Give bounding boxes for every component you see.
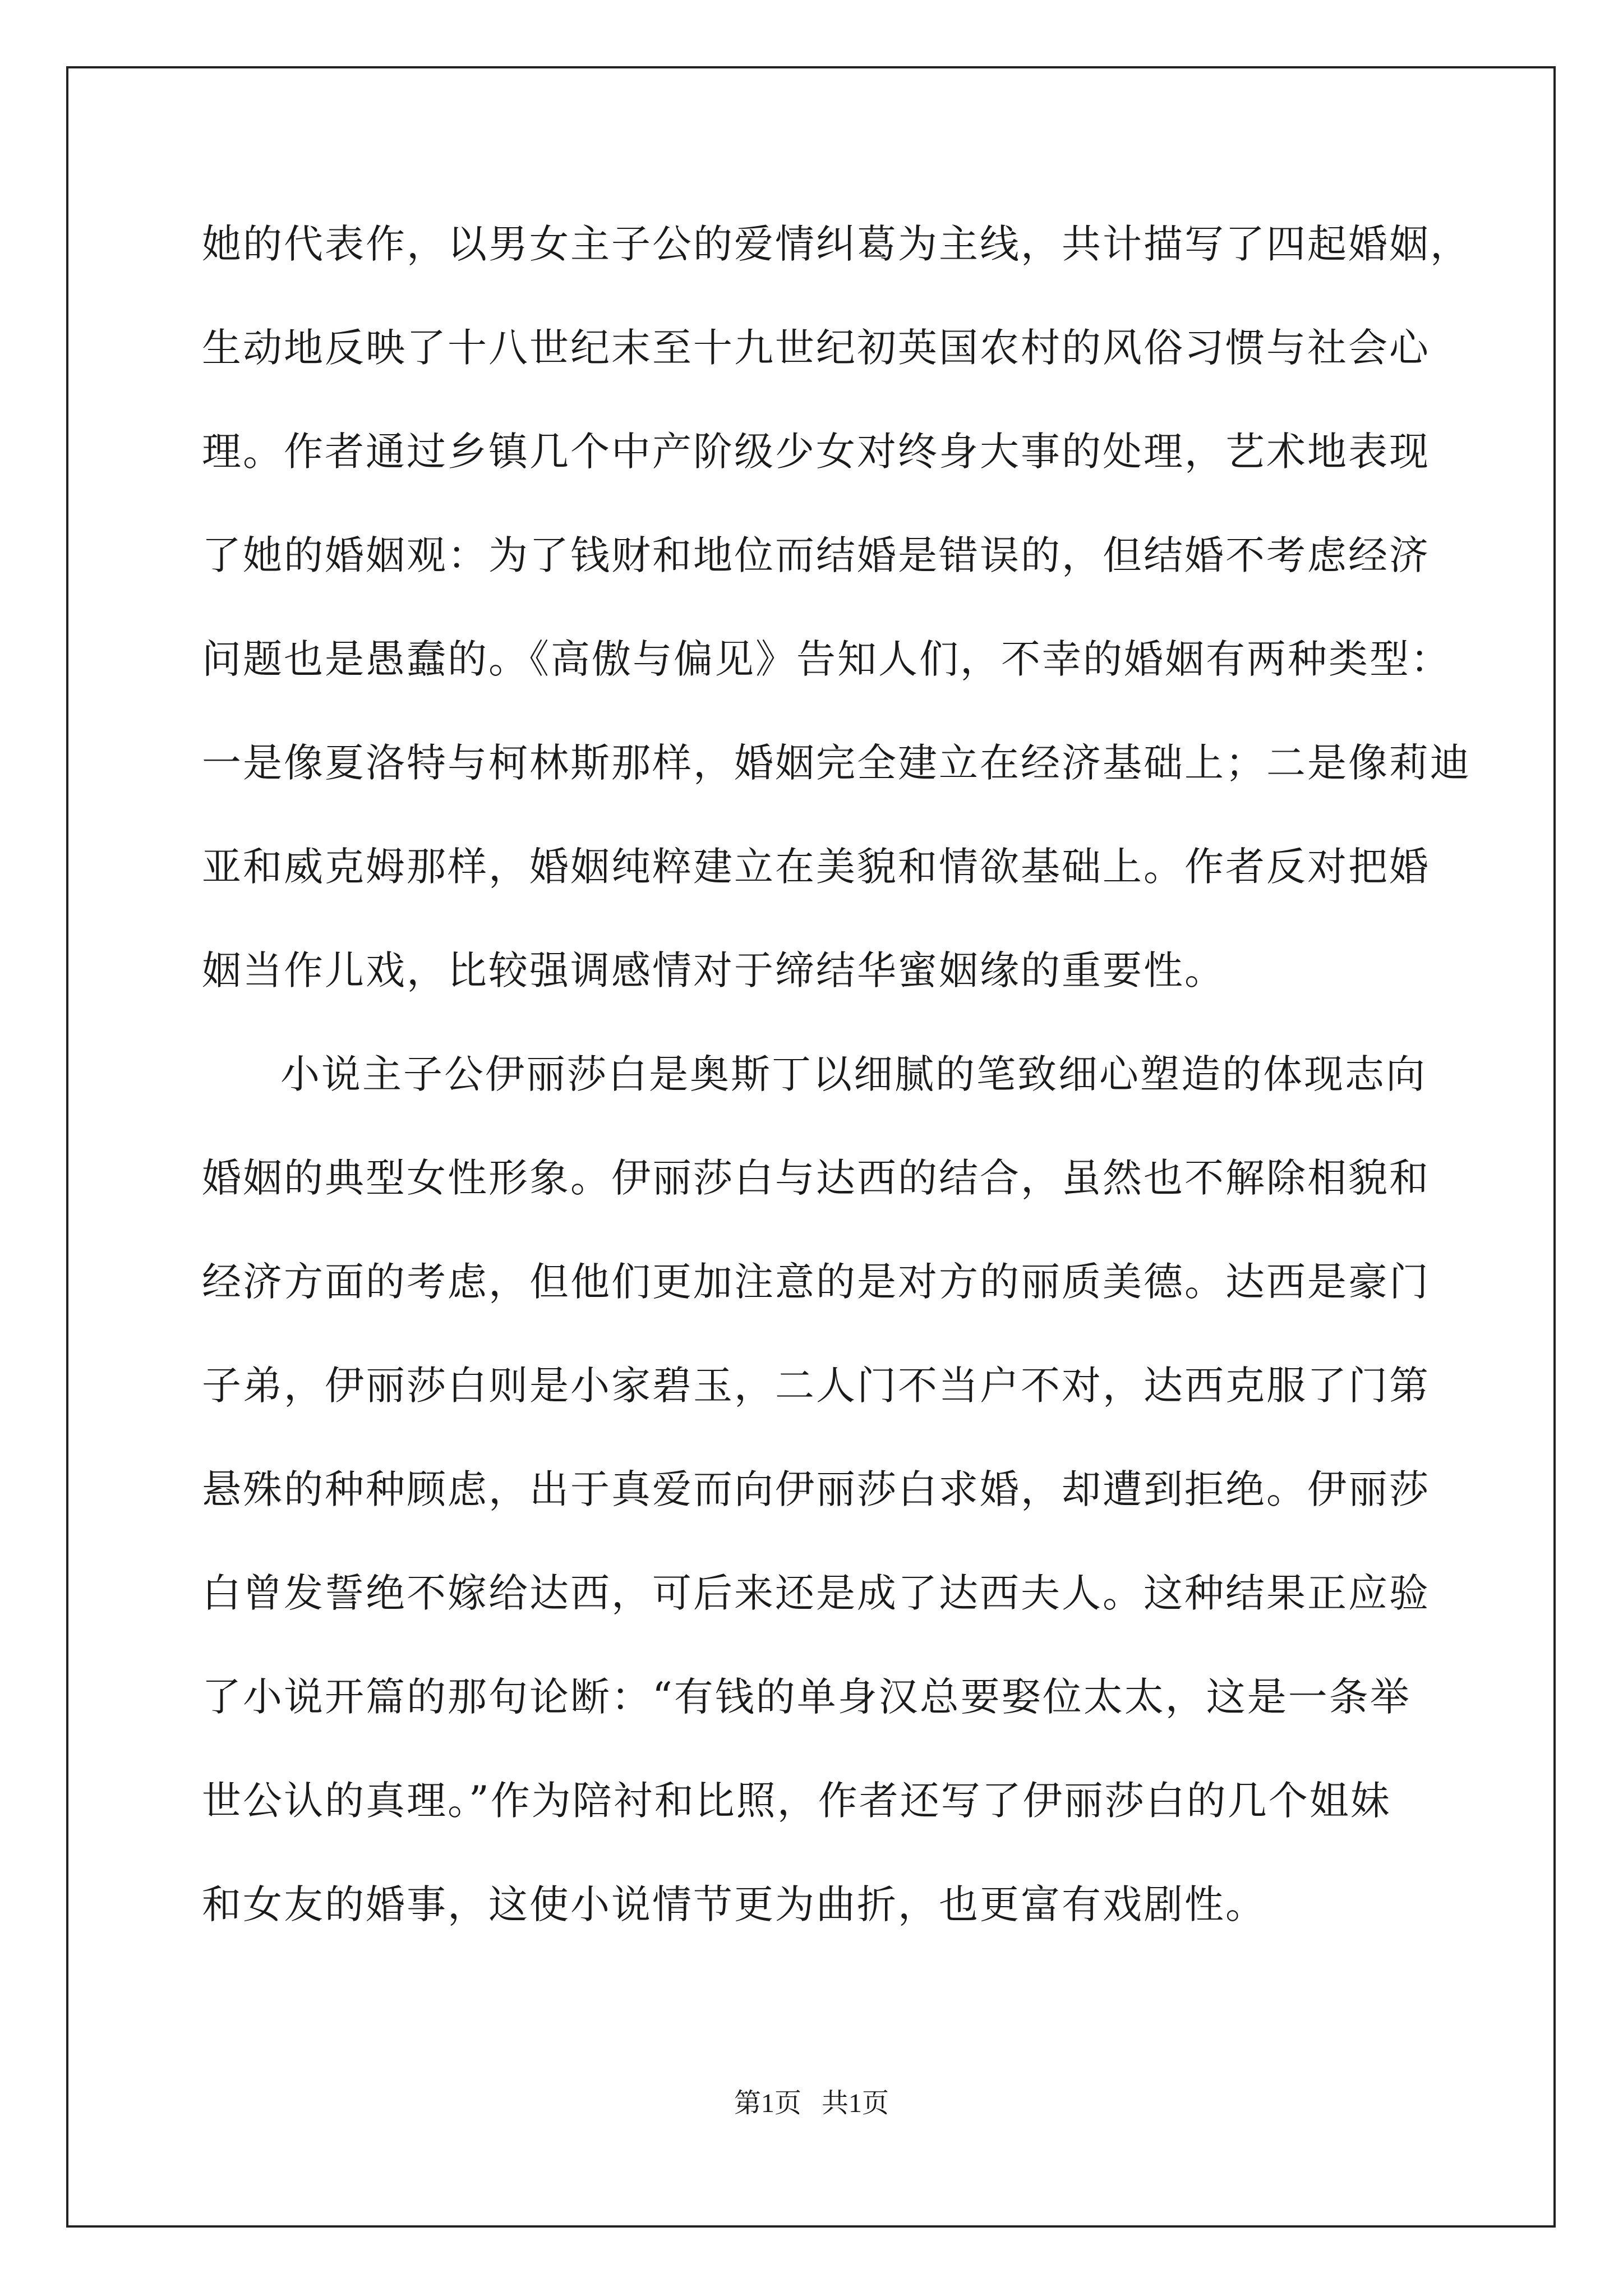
text-line: 婚姻的典型女性形象。伊丽莎白与达西的结合，虽然也不解除相貌和 (202, 1155, 1430, 1201)
text-line: 了小说开篇的那句论断：“有钱的单身汉总要娶位太太，这是一条举 (202, 1674, 1411, 1720)
text-line: 白曾发誓绝不嫁给达西，可后来还是成了达西夫人。这种结果正应验 (202, 1570, 1430, 1616)
text-line: 世公认的真理。”作为陪衬和比照，作者还写了伊丽莎白的几个姐妹 (202, 1778, 1391, 1824)
text-line: 生动地反映了十八世纪末至十九世纪初英国农村的风俗习惯与社会心 (202, 325, 1430, 371)
text-line: 问题也是愚蠢的。《高傲与偏见》告知人们，不幸的婚姻有两种类型： (202, 636, 1451, 682)
text-line: 了她的婚姻观：为了钱财和地位而结婚是错误的，但结婚不考虑经济 (202, 532, 1430, 578)
text-line: 经济方面的考虑，但他们更加注意的是对方的丽质美德。达西是豪门 (202, 1259, 1430, 1305)
text-line: 子弟，伊丽莎白则是小家碧玉，二人门不当户不对，达西克服了门第 (202, 1363, 1430, 1409)
text-line: 悬殊的种种顾虑，出于真爱而向伊丽莎白求婚，却遭到拒绝。伊丽莎 (202, 1466, 1430, 1512)
text-line: 一是像夏洛特与柯林斯那样，婚姻完全建立在经济基础上；二是像莉迪 (202, 740, 1471, 786)
text-line: 她的代表作，以男女主子公的爱情纠葛为主线，共计描写了四起婚姻， (202, 221, 1471, 267)
document-body (202, 219, 1471, 1983)
page-number: 第1页 共1页 (734, 2088, 889, 2118)
text-line: 小说主子公伊丽莎白是奥斯丁以细腻的笔致细心塑造的体现志向 (280, 1051, 1427, 1097)
text-line: 和女友的婚事，这使小说情节更为曲折，也更富有戏剧性。 (202, 1881, 1266, 1927)
text-line: 亚和威克姆那样，婚姻纯粹建立在美貌和情欲基础上。作者反对把婚 (202, 844, 1430, 890)
text-line: 姻当作儿戏，比较强调感情对于缔结华蜜姻缘的重要性。 (202, 947, 1225, 993)
paragraph (202, 219, 1471, 1049)
paragraph (202, 1049, 1436, 1983)
text-line: 理。作者通过乡镇几个中产阶级少女对终身大事的处理，艺术地表现 (202, 429, 1430, 475)
